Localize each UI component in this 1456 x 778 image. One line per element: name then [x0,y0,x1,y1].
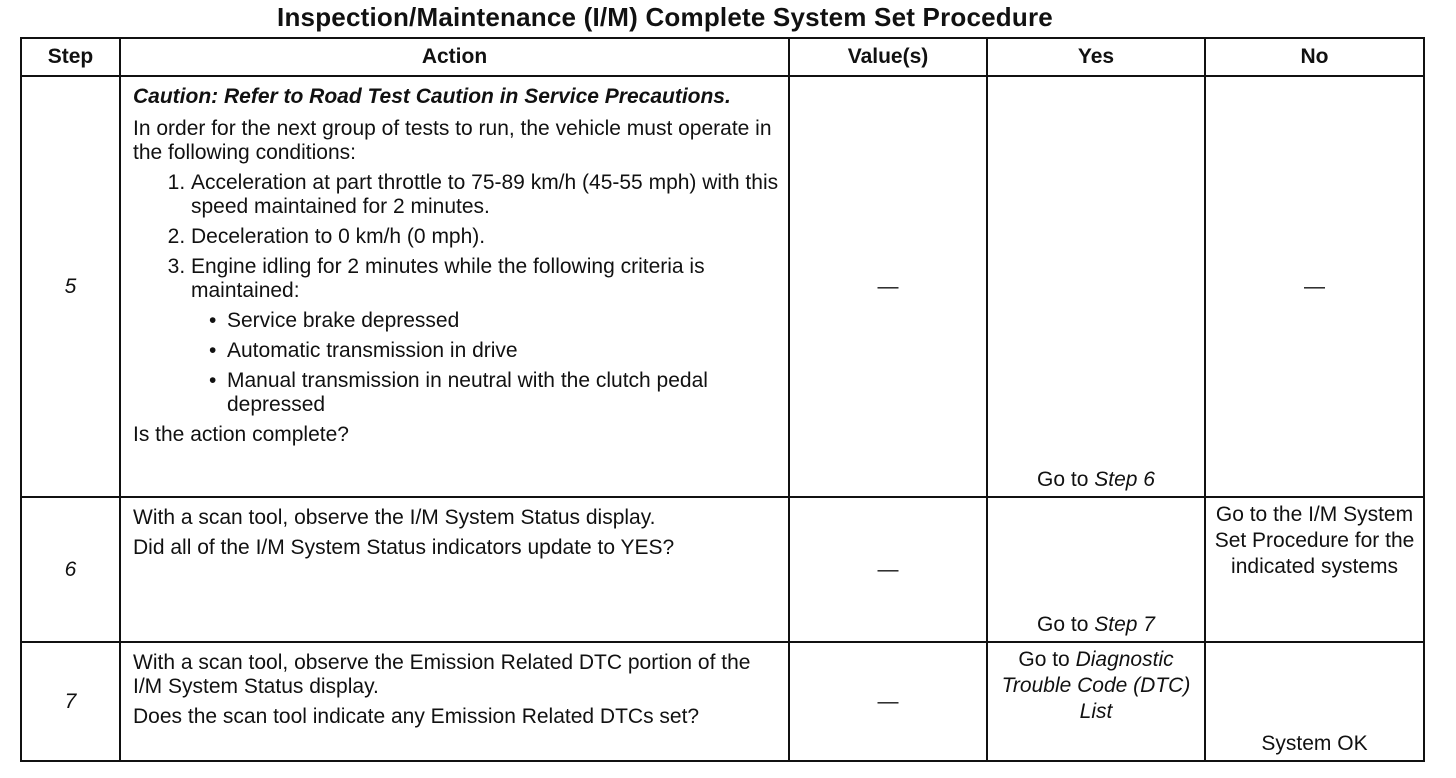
header-step: Step [21,38,120,76]
header-yes: Yes [987,38,1205,76]
procedure-table [20,37,1425,762]
criteria-list [191,309,780,417]
header-values: Value(s) [789,38,987,76]
no-cell: — [1205,76,1424,497]
step-7-link[interactable]: Step 7 [1094,613,1155,636]
criteria-item: • Service brake depressed [227,309,780,333]
action-cell [120,76,789,497]
condition-list [133,171,780,417]
step-6-link[interactable]: Step 6 [1094,468,1155,491]
yes-cell [987,642,1205,761]
yes-prefix: Go to [1037,613,1095,636]
step-number: 5 [21,76,120,497]
yes-cell [987,76,1205,497]
condition-item [191,255,780,417]
action-cell [120,642,789,761]
header-no: No [1205,38,1424,76]
page-title: Inspection/Maintenance (I/M) Complete System Set Procedure [277,2,1053,32]
table-row-step-6 [21,497,1424,642]
table-row-step-7 [21,642,1424,761]
action-text: With a scan tool, observe the I/M System Status display. [133,506,656,529]
yes-prefix: Go to [1018,648,1076,671]
action-question: Does the scan tool indicate any Emission Related DTCs set? [133,705,700,728]
header-row [21,38,1424,76]
header-action: Action [120,38,789,76]
action-question: Did all of the I/M System Status indicators update to YES? [133,536,675,559]
no-cell: System OK [1205,642,1424,761]
step-number: 6 [21,497,120,642]
action-question: Is the action complete? [133,423,349,446]
action-cell [120,497,789,642]
table-row-step-5 [21,76,1424,497]
value-cell: — [789,642,987,761]
action-intro: In order for the next group of tests to run, the vehicle must operate in the following conditions: [133,117,772,164]
condition-item: 2. Deceleration to 0 km/h (0 mph). [191,225,780,249]
caution-text: Caution: Refer to Road Test Caution in Service Precautions. [133,85,731,108]
condition-item: 1. Acceleration at part throttle to 75-89 km/h (45-55 mph) with this speed maintained for 2 minutes. [191,171,780,219]
action-text: With a scan tool, observe the Emission Related DTC portion of the I/M System Status display. [133,651,751,698]
condition-item-text: Engine idling for 2 minutes while the following criteria is maintained: [191,255,705,302]
value-cell: — [789,76,987,497]
value-cell: — [789,497,987,642]
criteria-item: • Automatic transmission in drive [227,339,780,363]
yes-cell [987,497,1205,642]
step-number: 7 [21,642,120,761]
yes-prefix: Go to [1037,468,1095,491]
no-cell: Go to the I/M System Set Procedure for the indicated systems [1205,497,1424,642]
dtc-list-link[interactable]: Diagnostic Trouble Code (DTC) List [1001,648,1191,723]
criteria-item: • Manual transmission in neutral with the clutch pedal depressed [227,369,780,417]
